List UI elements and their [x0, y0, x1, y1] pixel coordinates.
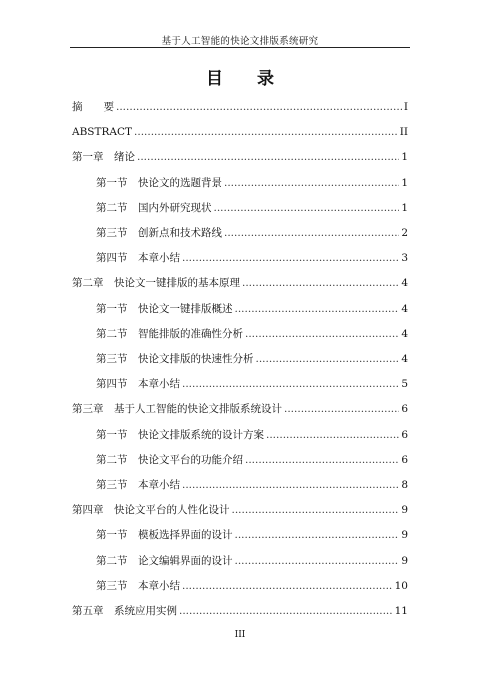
toc-entry-label: 第三节 本章小结 — [96, 479, 180, 491]
toc-entry-page: 2 — [401, 227, 408, 239]
toc-entry-page: II — [399, 126, 408, 139]
toc-entry[interactable] — [96, 528, 408, 542]
toc-entry-page: 1 — [401, 176, 408, 189]
toc-entry[interactable] — [96, 226, 408, 240]
toc-entry[interactable] — [96, 554, 408, 568]
toc-entry-page: 6 — [401, 428, 408, 441]
toc-entry[interactable] — [96, 251, 408, 265]
toc-entry-label: 第二节 国内外研究现状 — [96, 201, 212, 214]
toc-leader-dots — [214, 201, 400, 215]
toc-leader-dots — [182, 579, 393, 593]
toc-entry[interactable] — [72, 150, 408, 164]
toc-leader-dots — [116, 100, 402, 114]
toc-entry[interactable] — [72, 100, 408, 114]
toc-leader-dots — [182, 251, 399, 265]
toc-title: 目 录 — [206, 69, 288, 89]
toc-entry-label: 第二章 快论文一键排版的基本原理 — [72, 277, 240, 290]
toc-entry-label: 第三节 创新点和技术路线 — [96, 227, 222, 239]
toc-leader-dots — [235, 554, 400, 568]
page-number: III — [234, 630, 246, 640]
toc-entry-label: 第二节 论文编辑界面的设计 — [96, 554, 233, 567]
toc-entry-page: 11 — [394, 605, 408, 617]
toc-entry-label: 第四节 本章小结 — [96, 252, 180, 265]
toc-entry-label: 第四节 本章小结 — [96, 378, 180, 391]
toc-entry[interactable] — [72, 125, 408, 139]
toc-leader-dots — [242, 276, 399, 290]
toc-entry-page: 1 — [401, 151, 408, 164]
toc-entry-label: 第一节 快论文的选题背景 — [96, 176, 222, 189]
toc-entry[interactable] — [96, 579, 408, 593]
toc-entry[interactable] — [96, 453, 408, 467]
toc-entry-label: 第四章 快论文平台的人性化设计 — [72, 504, 230, 517]
toc-entry-label: 第一节 快论文一键排版概述 — [96, 302, 233, 315]
toc-leader-dots — [245, 453, 399, 467]
toc-entry-page: 4 — [401, 327, 408, 340]
toc-leader-dots — [235, 528, 400, 542]
toc-entry[interactable] — [72, 276, 408, 290]
toc-entry-label: 摘 要 — [72, 101, 114, 113]
toc-entry-label: 第一节 快论文排版系统的设计方案 — [96, 428, 264, 441]
toc-entry-page: 6 — [401, 453, 408, 466]
toc-leader-dots — [137, 150, 399, 164]
toc-leader-dots — [284, 402, 399, 416]
toc-entry[interactable] — [96, 428, 408, 442]
toc-entry-label: 第三章 基于人工智能的快论文排版系统设计 — [72, 403, 282, 416]
toc-entry[interactable] — [72, 503, 408, 517]
toc-entry-page: 8 — [401, 479, 408, 491]
toc-entry-page: 9 — [401, 529, 408, 542]
toc-entry[interactable] — [96, 176, 408, 190]
toc-entry-page: 3 — [401, 252, 408, 265]
toc-entry-page: 6 — [401, 403, 408, 416]
toc-entry-page: 4 — [401, 277, 408, 290]
toc-entry-page: 9 — [401, 554, 408, 567]
toc-leader-dots — [179, 604, 393, 618]
toc-leader-dots — [224, 226, 399, 240]
toc-entry[interactable] — [96, 302, 408, 316]
toc-entry[interactable] — [96, 201, 408, 215]
toc-leader-dots — [182, 478, 399, 492]
toc-leader-dots — [134, 125, 398, 139]
toc-entry-label: 第二节 快论文平台的功能介绍 — [96, 453, 243, 466]
toc-entry[interactable] — [96, 478, 408, 492]
toc-leader-dots — [182, 377, 399, 391]
toc-entry[interactable] — [72, 402, 408, 416]
toc-entry-label: 第二节 智能排版的准确性分析 — [96, 327, 243, 340]
toc-entry[interactable] — [96, 377, 408, 391]
toc-leader-dots — [224, 176, 399, 190]
toc-entry-page: 5 — [401, 378, 408, 391]
toc-leader-dots — [245, 327, 399, 341]
toc-entry-page: 9 — [401, 504, 408, 517]
toc-leader-dots — [232, 503, 400, 517]
toc-entry-page: I — [403, 101, 408, 113]
toc-entry-label: ABSTRACT — [72, 126, 133, 139]
toc-entry-label: 第五章 系统应用实例 — [72, 605, 177, 617]
toc-entry[interactable] — [72, 604, 408, 618]
header-rule — [70, 47, 410, 48]
toc-entry-page: 1 — [401, 201, 408, 214]
toc-entry-label: 第一节 模板选择界面的设计 — [96, 529, 233, 542]
toc-entry-page: 4 — [401, 353, 408, 365]
toc-leader-dots — [256, 352, 400, 366]
toc-entry-label: 第三节 本章小结 — [96, 579, 180, 592]
toc-entry-label: 第三节 快论文排版的快速性分析 — [96, 353, 254, 365]
toc-leader-dots — [266, 428, 399, 442]
toc-leader-dots — [235, 302, 400, 316]
toc-entry[interactable] — [96, 352, 408, 366]
running-header: 基于人工智能的快论文排版系统研究 — [161, 36, 319, 47]
toc-entry-page: 10 — [394, 579, 408, 592]
toc-entry[interactable] — [96, 327, 408, 341]
toc-entry-page: 4 — [401, 302, 408, 315]
toc-entry-label: 第一章 绪论 — [72, 151, 135, 164]
